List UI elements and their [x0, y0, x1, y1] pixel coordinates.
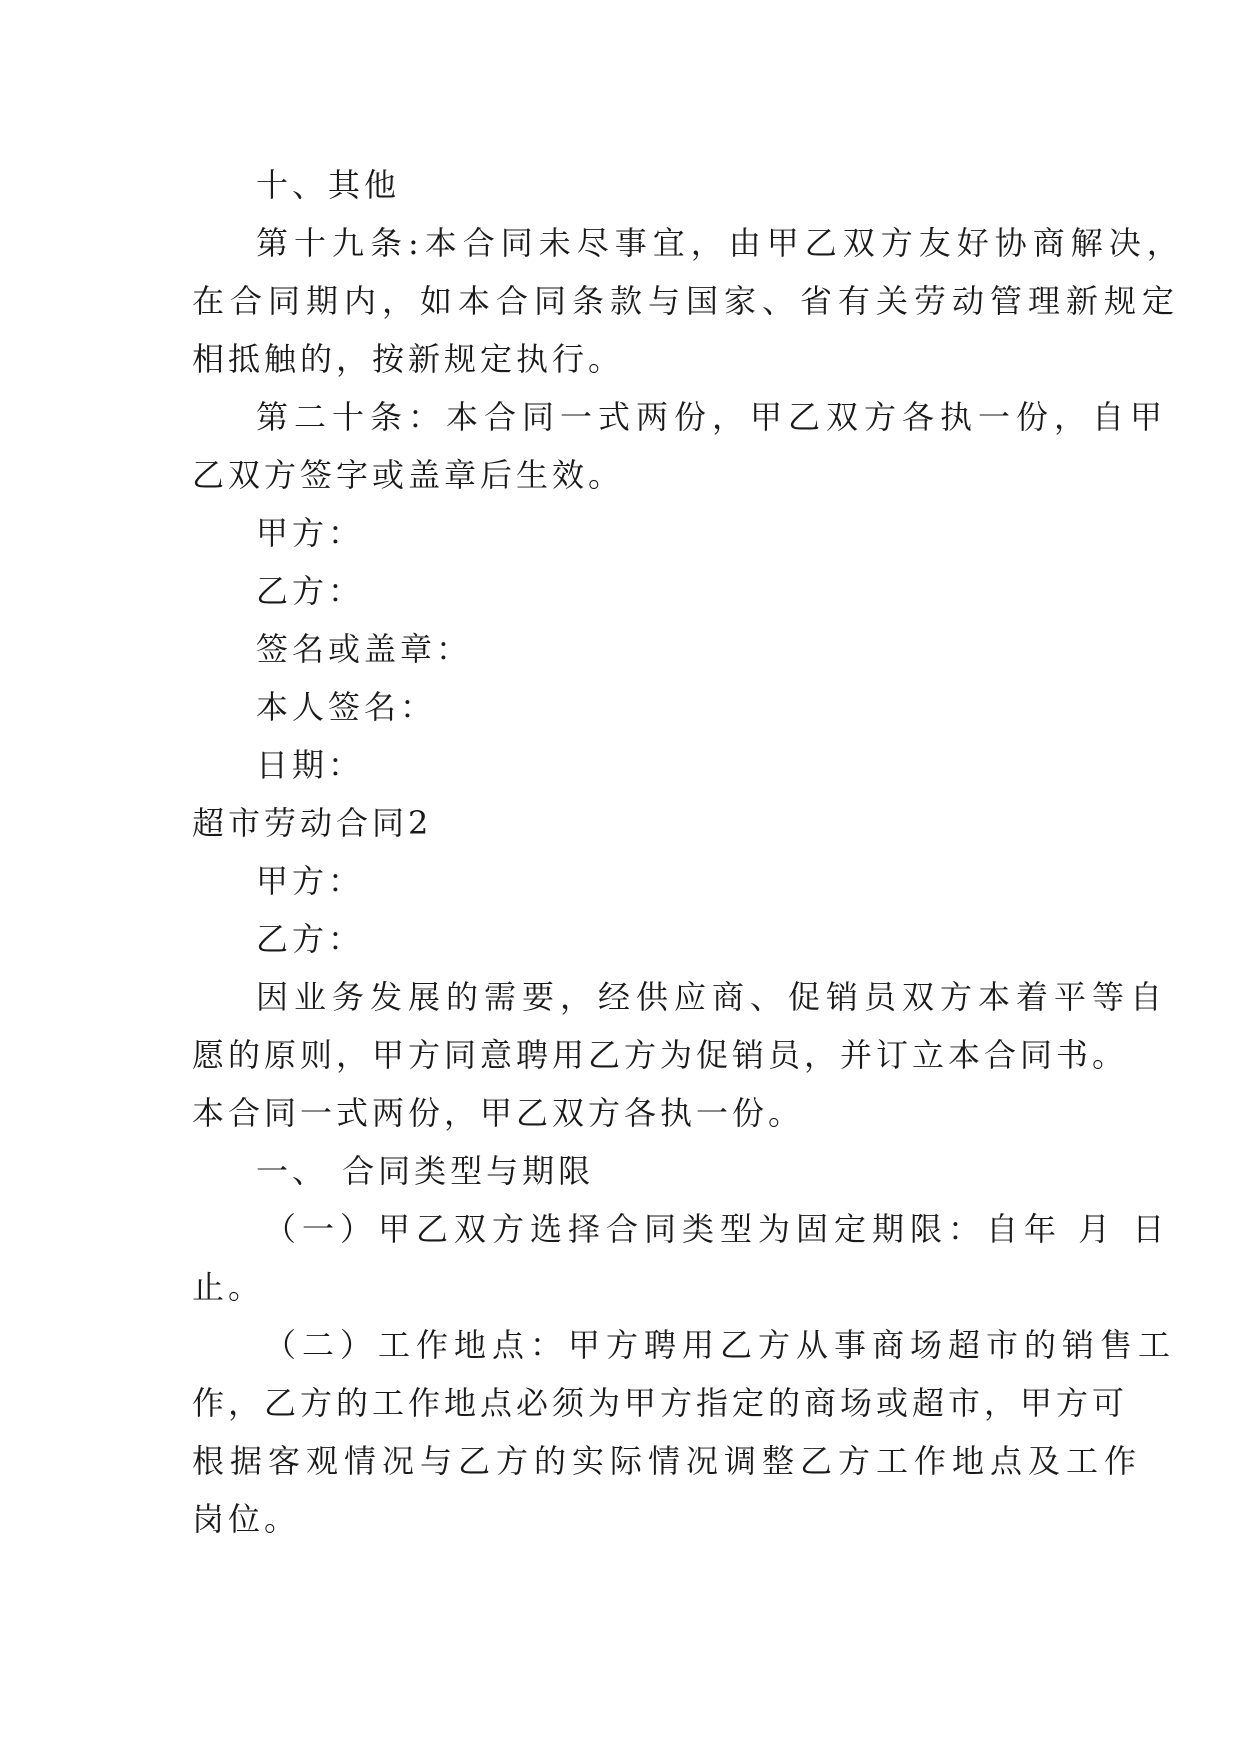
article-19-line-3: 相抵触的，按新规定执行。 [192, 340, 625, 378]
signature-or-seal-label: 签名或盖章： [256, 630, 473, 668]
clause-2-line-1: （二）工作地点：甲方聘用乙方从事商场超市的销售工 [264, 1326, 1177, 1364]
clause-1-line-1: （一）甲乙双方选择合同类型为固定期限：自年 月 日 [264, 1210, 1171, 1248]
article-20-line-1: 第二十条：本合同一式两份，甲乙双方各执一份，自甲 [256, 398, 1169, 436]
contract-2-title: 超市劳动合同2 [192, 804, 433, 842]
contract-2-party-a: 甲方： [256, 862, 365, 900]
party-b-label: 乙方： [256, 572, 365, 610]
clause-2-line-4: 岗位。 [192, 1500, 301, 1538]
preamble-line-1: 因业务发展的需要，经供应商、促销员双方本着平等自 [256, 978, 1169, 1016]
contract-2-party-b: 乙方： [256, 920, 365, 958]
personal-signature-label: 本人签名： [256, 688, 437, 726]
article-20-line-2: 乙双方签字或盖章后生效。 [192, 456, 625, 494]
section-1-heading: 一、 合同类型与期限 [256, 1152, 595, 1190]
party-a-label: 甲方： [256, 514, 365, 552]
preamble-line-2: 愿的原则，甲方同意聘用乙方为促销员，并订立本合同书。 [192, 1036, 1129, 1074]
article-19-line-1: 第十九条:本合同未尽事宜，由甲乙双方友好协商解决， [256, 224, 1185, 262]
clause-2-line-3: 根据客观情况与乙方的实际情况调整乙方工作地点及工作 [192, 1442, 1143, 1480]
article-19-line-2: 在合同期内，如本合同条款与国家、省有关劳动管理新规定 [192, 282, 1181, 320]
clause-1-line-2: 止。 [192, 1268, 265, 1306]
preamble-line-3: 本合同一式两份，甲乙双方各执一份。 [192, 1094, 805, 1132]
date-label: 日期： [256, 746, 365, 784]
clause-2-line-2: 作，乙方的工作地点必须为甲方指定的商场或超市，甲方可 [192, 1384, 1129, 1422]
section-heading-other: 十、其他 [256, 166, 401, 204]
